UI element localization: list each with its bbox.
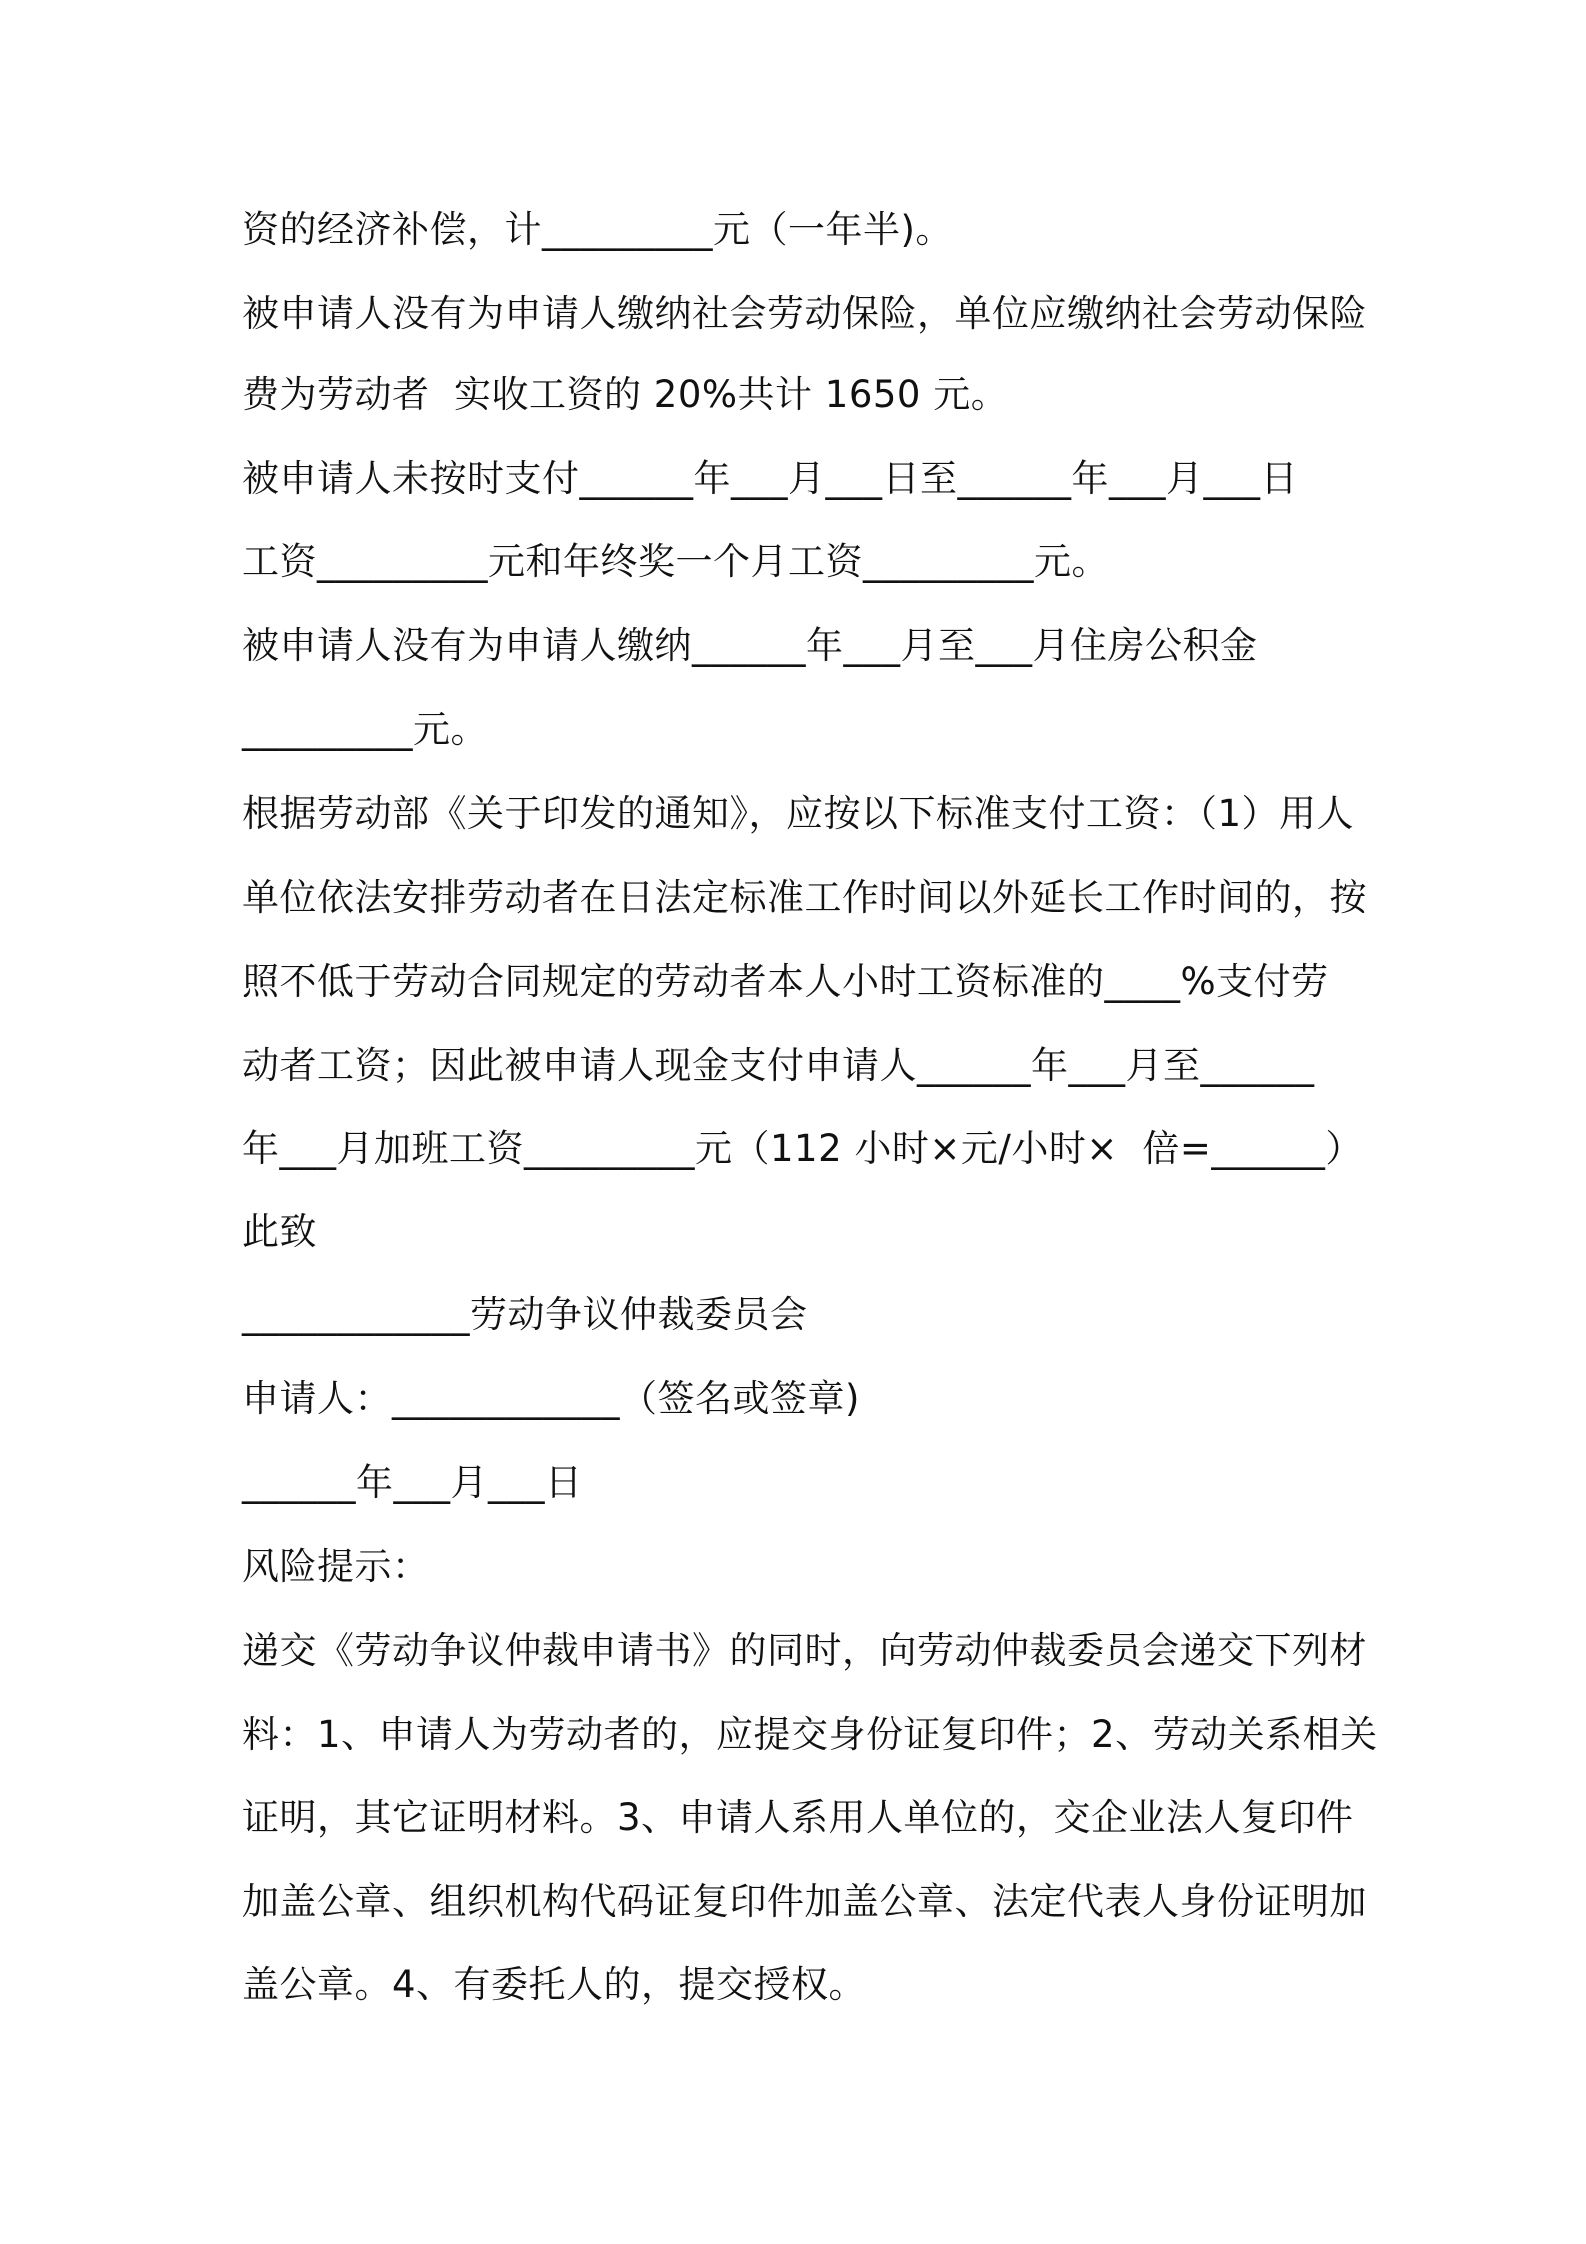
text-line-unpaid-wages: 被申请人未按时支付______年___月___日至______年___月___日 <box>242 457 1298 500</box>
text-line-overtime-rate: 照不低于劳动合同规定的劳动者本人小时工资标准的____%支付劳 <box>242 960 1329 1003</box>
text-line-insurance-amount: 费为劳动者 实收工资的 20%共计 1650 元。 <box>242 373 1009 416</box>
text-line-compensation: 资的经济补偿，计_________元（一年半)。 <box>242 208 953 251</box>
text-line-housing-fund: 被申请人没有为申请人缴纳______年___月至___月住房公积金 <box>242 624 1258 667</box>
text-line-date: ______年___月___日 <box>242 1461 583 1504</box>
text-line-risk-2: 料：1、申请人为劳动者的，应提交身份证复印件；2、劳动关系相关 <box>242 1713 1378 1756</box>
text-line-risk-3: 证明，其它证明材料。3、申请人系用人单位的，交企业法人复印件 <box>242 1796 1354 1839</box>
text-line-risk-heading: 风险提示： <box>242 1545 430 1588</box>
text-line-regulation: 根据劳动部《关于印发的通知》，应按以下标准支付工资：（1）用人 <box>242 792 1355 835</box>
text-line-salutation: 此致 <box>242 1210 317 1253</box>
text-line-risk-1: 递交《劳动争议仲裁申请书》的同时，向劳动仲裁委员会递交下列材 <box>242 1629 1367 1672</box>
text-line-risk-4: 加盖公章、组织机构代码证复印件加盖公章、法定代表人身份证明加 <box>242 1880 1367 1923</box>
text-line-insurance: 被申请人没有为申请人缴纳社会劳动保险，单位应缴纳社会劳动保险 <box>242 292 1367 335</box>
text-line-overtime-pay: 年___月加班工资_________元（112 小时×元/小时× 倍=______） <box>242 1127 1363 1170</box>
text-line-applicant-signature: 申请人：____________（签名或签章) <box>242 1377 860 1420</box>
text-line-committee: ____________劳动争议仲裁委员会 <box>242 1293 808 1336</box>
text-line-risk-5: 盖公章。4、有委托人的，提交授权。 <box>242 1963 867 2006</box>
text-line-overtime-period: 动者工资；因此被申请人现金支付申请人______年___月至______ <box>242 1044 1315 1087</box>
text-line-housing-fund-amount: _________元。 <box>242 708 488 751</box>
text-line-overtime-rule: 单位依法安排劳动者在日法定标准工作时间以外延长工作时间的，按 <box>242 876 1367 919</box>
text-line-wages-bonus: 工资_________元和年终奖一个月工资_________元。 <box>242 540 1109 583</box>
